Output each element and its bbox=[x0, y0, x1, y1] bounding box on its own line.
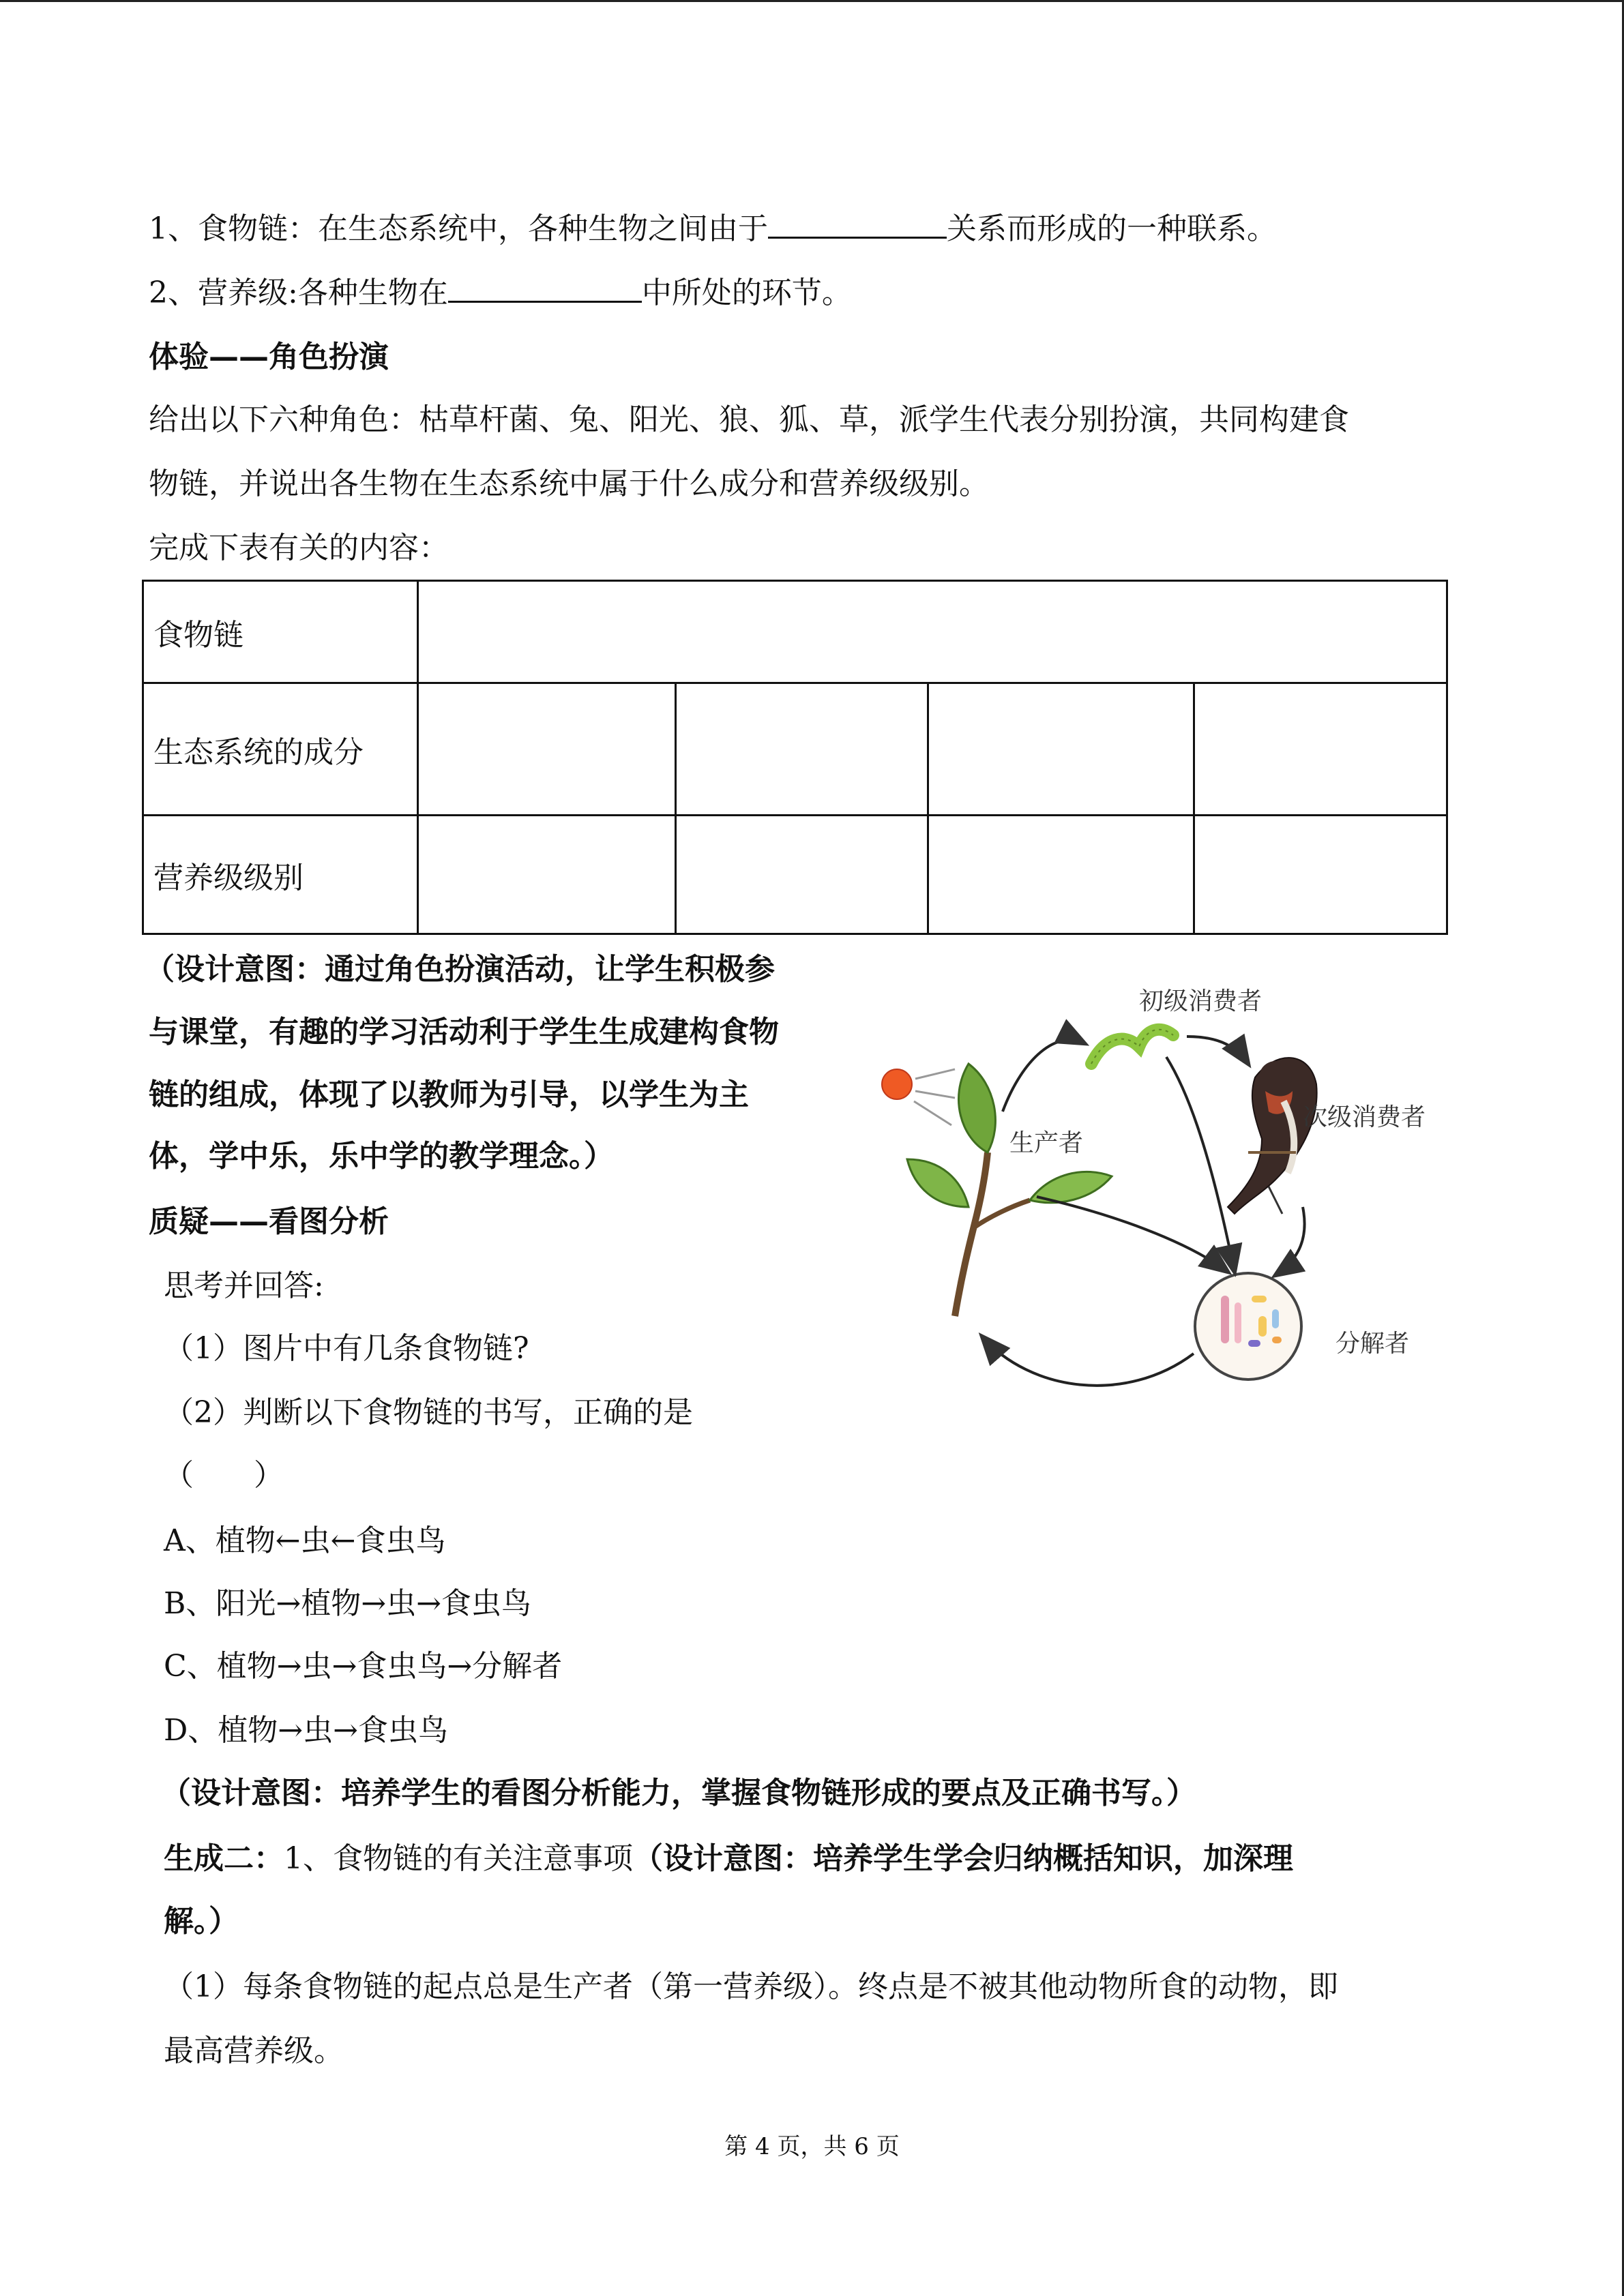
fill-blank-1[interactable] bbox=[768, 209, 947, 239]
table-cell-input[interactable] bbox=[928, 816, 1194, 934]
design-intent-1-line-3: 链的组成，体现了以教师为引导，以学生为主 bbox=[149, 1077, 749, 1112]
generate-intent-end: 解。） bbox=[164, 1904, 239, 1939]
page-number: 第 4 页，共 6 页 bbox=[724, 2133, 900, 2160]
fill-blank-2[interactable] bbox=[448, 273, 642, 303]
generate-line-1 bbox=[164, 1838, 1293, 1879]
decomposer-circle-icon bbox=[1195, 1273, 1301, 1380]
table-row-label: 营养级级别 bbox=[143, 816, 418, 934]
definition-food-chain-text-end: 关系而形成的一种联系。 bbox=[947, 211, 1277, 246]
option-c: C、植物→虫→食虫鸟→分解者 bbox=[164, 1649, 563, 1684]
plant-icon bbox=[907, 1064, 1112, 1316]
label-producer: 生产者 bbox=[1009, 1129, 1084, 1157]
caterpillar-icon bbox=[1091, 1030, 1173, 1064]
table-cell-input[interactable] bbox=[418, 683, 676, 816]
label-primary-consumer: 初级消费者 bbox=[1139, 987, 1263, 1015]
design-intent-1-line-4: 体，学中乐，乐中学的教学理念。） bbox=[149, 1139, 614, 1174]
bird-icon bbox=[1228, 1058, 1317, 1214]
definition-trophic-level bbox=[149, 273, 852, 314]
design-intent-1-line-2: 与课堂，有趣的学习活动利于学生生成建构食物 bbox=[149, 1015, 779, 1049]
point-1-line-2: 最高营养级。 bbox=[164, 2033, 344, 2068]
sun-icon bbox=[882, 1069, 955, 1125]
table-cell-input[interactable] bbox=[418, 581, 1447, 683]
label-secondary-consumer: 次级消费者 bbox=[1303, 1103, 1426, 1131]
option-d: D、植物→虫→食虫鸟 bbox=[164, 1713, 449, 1748]
generate-topic: 1、食物链的有关注意事项 bbox=[284, 1841, 633, 1876]
answer-parentheses: （ ） bbox=[164, 1458, 284, 1493]
roleplay-para-1: 给出以下六种角色：枯草杆菌、兔、阳光、狼、狐、草，派学生代表分别扮演，共同构建食 bbox=[149, 402, 1349, 437]
table-row-trophic-level bbox=[143, 816, 1447, 934]
page-border-top bbox=[0, 0, 1624, 2]
definition-food-chain bbox=[149, 209, 1277, 250]
design-intent-2: （设计意图：培养学生的看图分析能力，掌握食物链形成的要点及正确书写。） bbox=[161, 1776, 1196, 1810]
table-cell-input[interactable] bbox=[1194, 683, 1447, 816]
table-cell-input[interactable] bbox=[676, 816, 928, 934]
definition-food-chain-text: 1、食物链：在生态系统中，各种生物之间由于 bbox=[149, 211, 768, 246]
roleplay-para-2: 物链，并说出各生物在生态系统中属于什么成分和营养级级别。 bbox=[149, 466, 989, 501]
table-cell-input[interactable] bbox=[418, 816, 676, 934]
table-row-food-chain bbox=[143, 581, 1447, 683]
table-row-label: 生态系统的成分 bbox=[143, 683, 418, 816]
question-heading: 质疑——看图分析 bbox=[149, 1204, 389, 1239]
generate-label: 生成二： bbox=[164, 1841, 284, 1876]
definition-trophic-level-text-end: 中所处的环节。 bbox=[641, 275, 852, 310]
table-cell-input[interactable] bbox=[928, 683, 1194, 816]
table-cell-input[interactable] bbox=[676, 683, 928, 816]
table-cell-input[interactable] bbox=[1194, 816, 1447, 934]
food-chain-table bbox=[142, 580, 1448, 935]
definition-trophic-level-text: 2、营养级:各种生物在 bbox=[149, 275, 448, 310]
question-2: （2）判断以下食物链的书写，正确的是 bbox=[164, 1395, 693, 1430]
point-1-line-1: （1）每条食物链的起点总是生产者（第一营养级）。终点是不被其他动物所食的动物，即 bbox=[164, 1969, 1338, 2004]
roleplay-heading: 体验——角色扮演 bbox=[149, 340, 389, 374]
question-1: （1）图片中有几条食物链? bbox=[164, 1331, 529, 1366]
table-instruction: 完成下表有关的内容： bbox=[149, 531, 449, 565]
question-prompt: 思考并回答: bbox=[164, 1268, 324, 1303]
design-intent-1-line-1: （设计意图：通过角色扮演活动，让学生积极参 bbox=[145, 952, 775, 987]
table-row-ecosystem-component bbox=[143, 683, 1447, 816]
option-b: B、阳光→植物→虫→食虫鸟 bbox=[164, 1586, 531, 1621]
label-decomposer: 分解者 bbox=[1335, 1330, 1410, 1358]
option-a: A、植物←虫←食虫鸟 bbox=[164, 1523, 446, 1558]
table-row-label: 食物链 bbox=[143, 581, 418, 683]
generate-design-intent: （设计意图：培养学生学会归纳概括知识，加深理 bbox=[633, 1841, 1293, 1876]
food-chain-figure bbox=[866, 982, 1460, 1425]
